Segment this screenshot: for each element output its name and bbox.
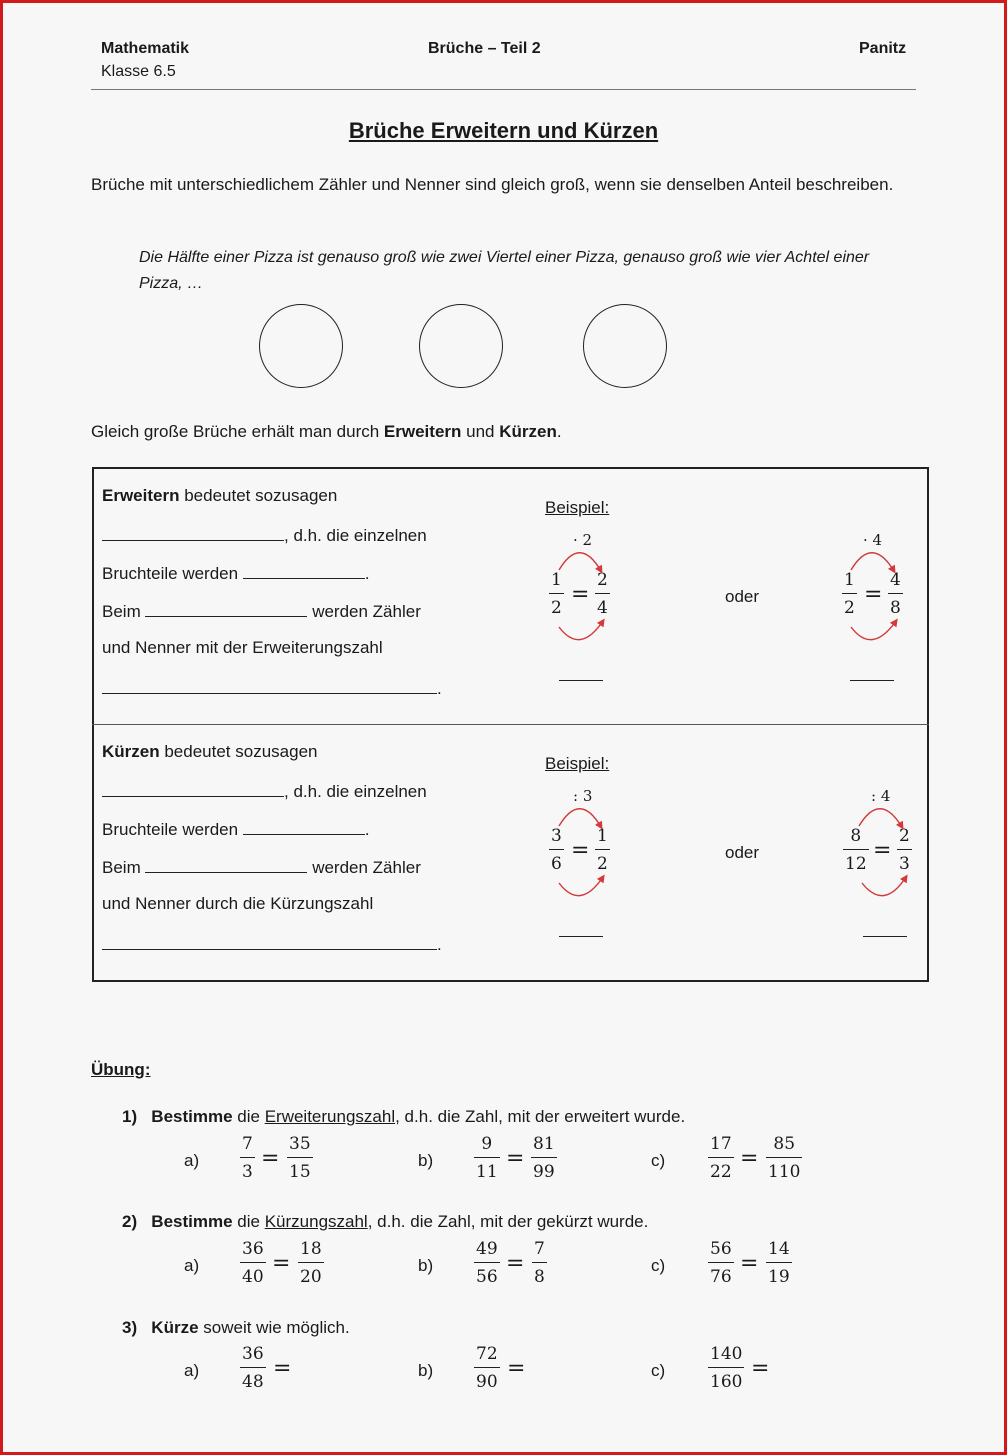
numerator: 7 (242, 1134, 253, 1154)
numerator: 7 (534, 1239, 545, 1259)
numerator: 1 (844, 570, 855, 590)
fraction-bar (897, 849, 912, 850)
fraction-bar (708, 1367, 744, 1368)
kuerzen-line-5: und Nenner durch die Kürzungszahl (102, 894, 374, 913)
denominator: 12 (845, 854, 867, 874)
numerator: 8 (850, 826, 862, 846)
intro-paragraph: Brüche mit unterschiedlichem Zähler und Nenner sind gleich groß, wenn sie denselben Anteil beschreiben. (91, 175, 894, 194)
kuerzen-ex1-operator: : 3 (573, 787, 593, 805)
fraction-bar (766, 1157, 802, 1158)
denominator: 48 (242, 1372, 264, 1392)
task-3c-fraction (708, 1344, 744, 1392)
fraction-bar (298, 1262, 324, 1263)
text: werden Zähler (307, 602, 421, 621)
equals-sign: = (506, 1146, 525, 1171)
numerator: 85 (773, 1134, 796, 1154)
blank-field[interactable] (145, 856, 307, 873)
equals-sign: = (261, 1146, 280, 1171)
fraction-bar (474, 1367, 500, 1368)
erweitern-ex1-answer-line[interactable] (559, 680, 603, 681)
denominator: 40 (242, 1267, 264, 1287)
fraction-bar (842, 593, 857, 594)
numerator: 17 (710, 1134, 732, 1154)
fraction-bar (240, 1367, 266, 1368)
header-class: Klasse 6.5 (101, 63, 176, 80)
task-1b-fraction-left (474, 1134, 500, 1182)
erweitern-ex2-fraction-left (842, 570, 857, 618)
text: . (437, 935, 442, 954)
numerator: 140 (710, 1344, 743, 1364)
equals-sign: = (506, 1251, 525, 1276)
header-topic: Brüche – Teil 2 (428, 40, 541, 57)
equals-sign: = (571, 582, 590, 607)
erweitern-beispiel-label: Beispiel: (545, 498, 610, 517)
denominator: 4 (597, 598, 608, 618)
task-verb: Kürze (151, 1318, 199, 1337)
text: bedeutet sozusagen (159, 742, 318, 761)
numerator: 36 (242, 1239, 264, 1259)
task-3b-fraction (474, 1344, 500, 1392)
text: Bruchteile werden (102, 564, 243, 583)
task-number: 2) (122, 1212, 138, 1231)
task-2a-label: a) (184, 1256, 200, 1275)
blank-field[interactable] (102, 524, 284, 541)
denominator: 160 (710, 1372, 743, 1392)
task-2a-fraction-left (240, 1239, 266, 1287)
fraction-bar (595, 593, 610, 594)
task-1c-label: c) (651, 1151, 666, 1170)
erweitern-line-3 (102, 562, 370, 584)
numerator: 49 (476, 1239, 498, 1259)
denominator: 15 (289, 1162, 311, 1182)
denominator: 99 (533, 1162, 555, 1182)
kuerzen-ex2-fraction-left (843, 826, 869, 874)
blank-field[interactable] (243, 818, 365, 835)
denominator: 11 (476, 1162, 498, 1182)
numerator: 9 (481, 1134, 493, 1154)
task-2c-fraction-right (766, 1239, 792, 1287)
numerator: 18 (300, 1239, 322, 1259)
text: . (437, 679, 442, 698)
text: , d.h. die einzelnen (284, 526, 427, 545)
task-1a-fraction-right (287, 1134, 313, 1182)
blank-field[interactable] (243, 562, 365, 579)
erweitern-ex2-operator: · 4 (863, 531, 883, 549)
denominator: 22 (710, 1162, 732, 1182)
fraction-bar (531, 1157, 557, 1158)
task-verb: Bestimme (151, 1107, 233, 1126)
summary-sentence (91, 422, 562, 442)
task-verb: Bestimme (151, 1212, 233, 1231)
task-term: Erweiterungszahl (264, 1107, 396, 1126)
sentence-text: . (556, 422, 562, 441)
blank-field[interactable] (102, 933, 437, 950)
task-1b-fraction-right (531, 1134, 557, 1182)
fraction-bar (549, 593, 564, 594)
text: die (232, 1107, 265, 1126)
fraction-bar (549, 849, 564, 850)
denominator: 6 (551, 854, 562, 874)
kuerzen-ex1-fraction-left (549, 826, 564, 874)
fraction-bar (474, 1262, 500, 1263)
numerator: 72 (476, 1344, 498, 1364)
pizza-circle-1[interactable] (259, 304, 343, 388)
denominator: 3 (242, 1162, 253, 1182)
blank-field[interactable] (102, 677, 437, 694)
denominator: 90 (476, 1372, 498, 1392)
text: werden Zähler (307, 858, 421, 877)
task-2b-fraction-right (532, 1239, 547, 1287)
denominator: 110 (768, 1162, 801, 1182)
kuerzen-beispiel-label: Beispiel: (545, 754, 610, 773)
equals-sign: = (507, 1356, 526, 1381)
sentence-text: und (461, 422, 500, 441)
kuerzen-ex2-fraction-right (897, 826, 912, 874)
task-number: 1) (122, 1107, 138, 1126)
fraction-bar (766, 1262, 792, 1263)
kuerzen-ex2-answer-line[interactable] (863, 936, 907, 937)
pizza-circle-2[interactable] (419, 304, 503, 388)
erweitern-line-6 (102, 677, 442, 699)
text: Bruchteile werden (102, 820, 243, 839)
denominator: 56 (476, 1267, 498, 1287)
numerator: 1 (597, 826, 608, 846)
equals-sign: = (740, 1146, 759, 1171)
text: die (232, 1212, 265, 1231)
fraction-bar (474, 1157, 500, 1158)
kuerzen-line-6 (102, 933, 442, 955)
numerator: 35 (289, 1134, 311, 1154)
header-subject: Mathematik (101, 40, 190, 57)
equals-sign: = (272, 1251, 291, 1276)
kuerzen-line-2 (102, 780, 427, 802)
task-2b-fraction-left (474, 1239, 500, 1287)
sentence-kuerzen: Kürzen (499, 422, 557, 441)
erweitern-line-4 (102, 600, 421, 622)
kuerzen-line-4 (102, 856, 421, 878)
kuerzen-line-3 (102, 818, 370, 840)
sentence-text: Gleich große Brüche erhält man durch (91, 422, 384, 441)
denominator: 2 (844, 598, 855, 618)
denominator: 8 (534, 1267, 545, 1287)
text: bedeutet sozusagen (179, 486, 338, 505)
kuerzen-ex2-operator: : 4 (871, 787, 891, 805)
equals-sign: = (873, 838, 892, 863)
definition-divider (92, 724, 929, 725)
task-3b-label: b) (418, 1361, 434, 1380)
denominator: 19 (768, 1267, 790, 1287)
text: , d.h. die Zahl, mit der erweitert wurde. (395, 1107, 686, 1126)
fraction-bar (532, 1262, 547, 1263)
pizza-circle-3[interactable] (583, 304, 667, 388)
exercise-heading: Übung: (91, 1060, 151, 1079)
equals-sign: = (864, 582, 883, 607)
kuerzen-ex1-answer-line[interactable] (559, 936, 603, 937)
erweitern-line-1 (102, 486, 337, 506)
equals-sign: = (273, 1356, 292, 1381)
text: Beim (102, 858, 146, 877)
task-number: 3) (122, 1318, 138, 1337)
task-3a-fraction (240, 1344, 266, 1392)
fraction-bar (595, 849, 610, 850)
erweitern-line-2 (102, 524, 427, 546)
text: soweit wie möglich. (198, 1318, 350, 1337)
erweitern-ex1-fraction-left (549, 570, 564, 618)
page-title: Brüche Erweitern und Kürzen (348, 118, 659, 143)
fraction-bar (240, 1262, 266, 1263)
erweitern-ex2-fraction-right (888, 570, 903, 618)
text: , d.h. die Zahl, mit der gekürzt wurde. (367, 1212, 649, 1231)
denominator: 8 (890, 598, 901, 618)
pizza-example-text: Die Hälfte einer Pizza ist genauso groß wie zwei Viertel einer Pizza, genauso groß wie vier Achtel einer Pizza, … (139, 249, 870, 292)
numerator: 1 (551, 570, 562, 590)
erweitern-line-5: und Nenner mit der Erweiterungszahl (102, 638, 383, 657)
task-1b-label: b) (418, 1151, 434, 1170)
task-1-instruction (122, 1107, 685, 1127)
erweitern-ex1-fraction-right (595, 570, 610, 618)
equals-sign: = (751, 1356, 770, 1381)
task-2-instruction (122, 1212, 648, 1232)
task-term: Kürzungszahl (264, 1212, 368, 1231)
task-2a-fraction-right (298, 1239, 324, 1287)
erweitern-term: Erweitern (102, 486, 180, 505)
numerator: 56 (710, 1239, 732, 1259)
erweitern-ex1-operator: · 2 (573, 531, 593, 549)
numerator: 3 (551, 826, 562, 846)
header-rule (91, 89, 916, 90)
blank-field[interactable] (145, 600, 307, 617)
task-1a-fraction-left (240, 1134, 255, 1182)
blank-field[interactable] (102, 780, 284, 797)
numerator: 14 (768, 1239, 790, 1259)
kuerzen-term: Kürzen (102, 742, 160, 761)
task-3a-label: a) (184, 1361, 200, 1380)
task-2c-fraction-left (708, 1239, 734, 1287)
numerator: 2 (597, 570, 608, 590)
task-3c-label: c) (651, 1361, 666, 1380)
equals-sign: = (571, 838, 590, 863)
fraction-bar (287, 1157, 313, 1158)
fraction-bar (708, 1157, 734, 1158)
task-3-instruction (122, 1318, 350, 1338)
numerator: 4 (890, 570, 901, 590)
denominator: 3 (899, 854, 910, 874)
denominator: 2 (597, 854, 608, 874)
numerator: 36 (242, 1344, 264, 1364)
denominator: 20 (300, 1267, 322, 1287)
fraction-bar (240, 1157, 255, 1158)
task-2c-label: c) (651, 1256, 666, 1275)
denominator: 76 (710, 1267, 732, 1287)
numerator: 2 (899, 826, 910, 846)
denominator: 2 (551, 598, 562, 618)
text: Beim (102, 602, 146, 621)
sentence-erweitern: Erweitern (383, 422, 462, 441)
task-2b-label: b) (418, 1256, 434, 1275)
text: . (364, 820, 370, 839)
task-1a-label: a) (184, 1151, 200, 1170)
erweitern-ex2-answer-line[interactable] (850, 680, 894, 681)
text: . (364, 564, 370, 583)
task-1c-fraction-right (766, 1134, 802, 1182)
text: , d.h. die einzelnen (284, 782, 427, 801)
header-author: Panitz (859, 40, 907, 57)
erweitern-oder: oder (725, 587, 760, 606)
kuerzen-ex1-fraction-right (595, 826, 610, 874)
task-1c-fraction-left (708, 1134, 734, 1182)
fraction-bar (843, 849, 869, 850)
numerator: 81 (533, 1134, 555, 1154)
equals-sign: = (740, 1251, 759, 1276)
fraction-bar (888, 593, 903, 594)
kuerzen-line-1 (102, 742, 317, 762)
fraction-bar (708, 1262, 734, 1263)
kuerzen-oder: oder (725, 843, 760, 862)
